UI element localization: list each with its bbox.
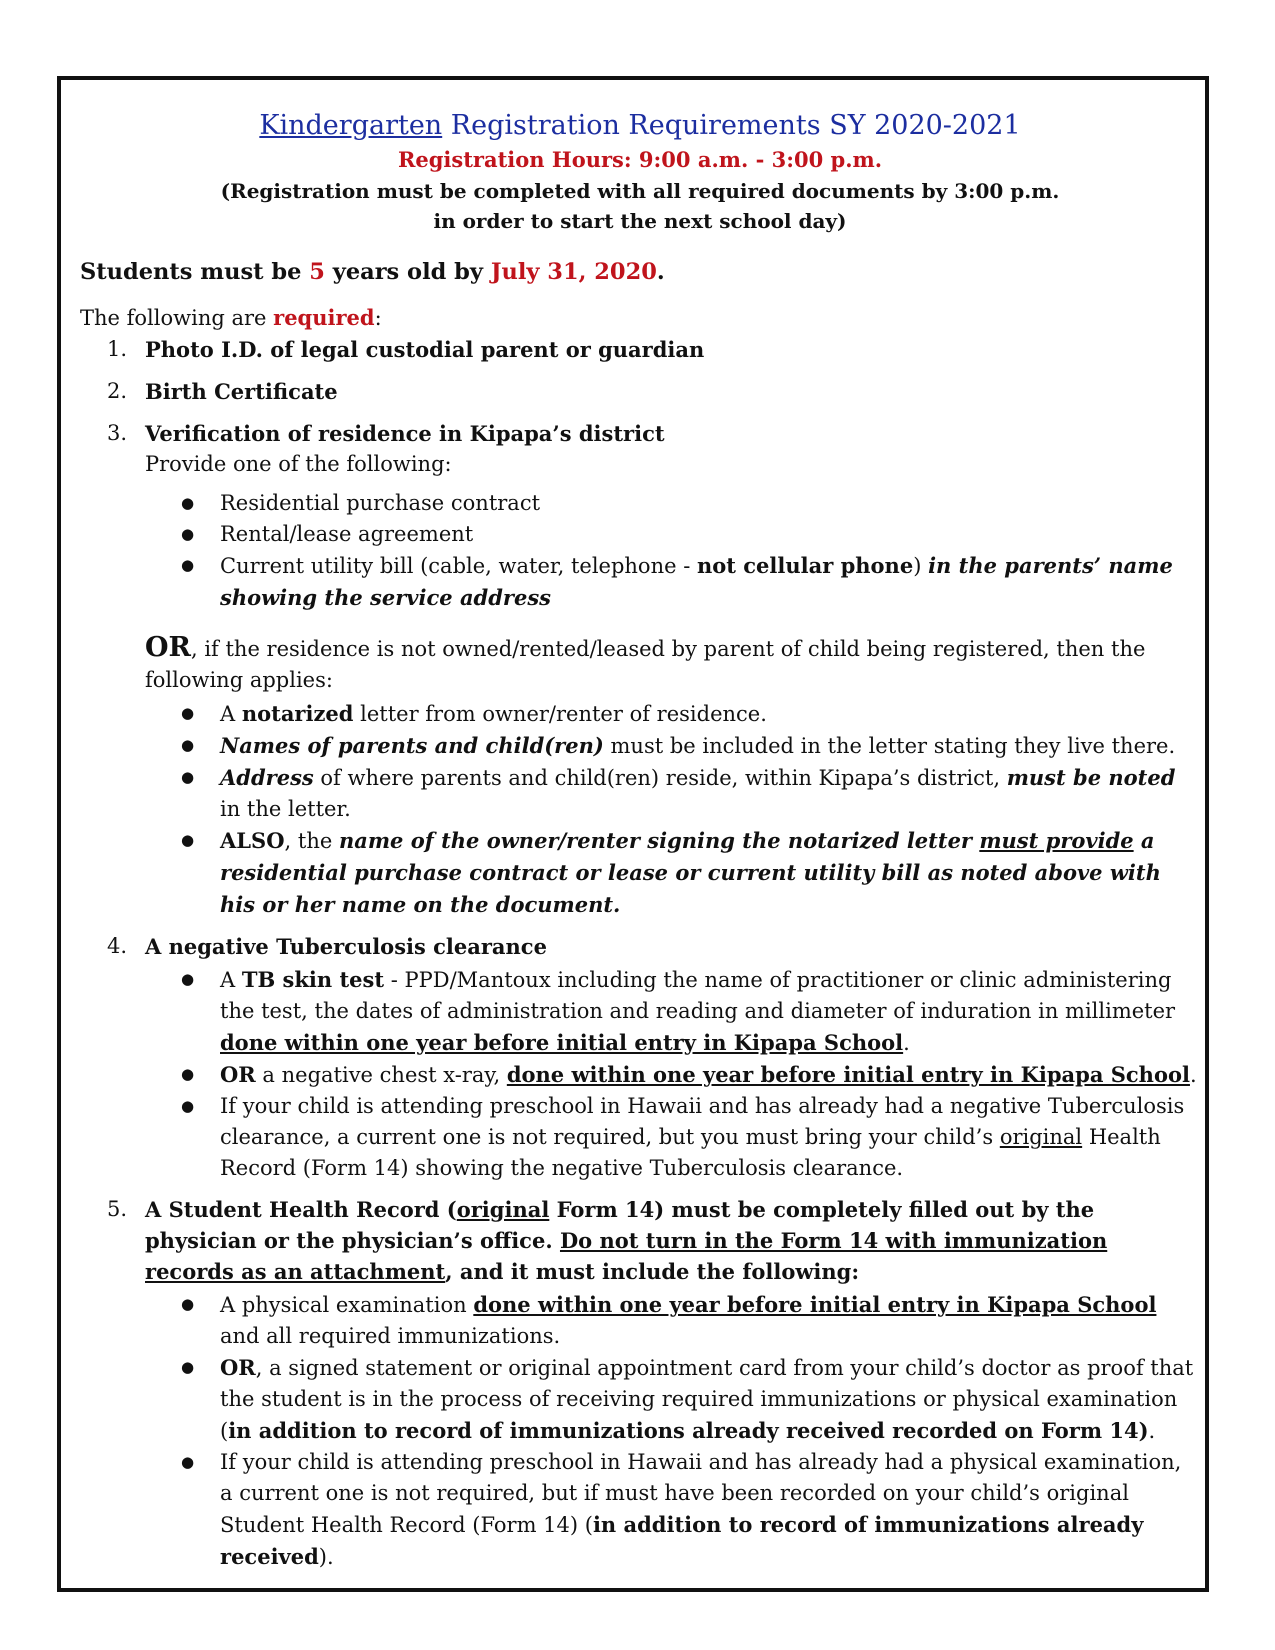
age-years: 5 (309, 259, 325, 285)
requirement-item-4: 4. A negative Tuberculosis clearance ● A TB skin test - PPD/Mantoux including the name of practitioner or clinic administering the test, the dates of administration and reading and diameter of induration in millimeter done within one year before initial entry in Kipapa School. ● OR a negative chest x-ray, done within one year before initial entry in Kipapa School. ● If your child is attending preschool in Hawaii and has already had a negative Tuberculosis clearance, a current one is not required, but you must bring your child’s original Health Record (Form 14) showing the negative Tuberculosis clearance. (80, 931, 1200, 1184)
tb-requirements (145, 964, 1200, 1184)
title-rest: Registration Requirements SY 2020-2021 (442, 110, 1021, 141)
age-cutoff-date: July 31, 2020 (490, 259, 657, 285)
list-item: ● If your child is attending preschool in Hawaii and has already had a negative Tuberculosis clearance, a current one is not required, but you must bring your child’s original Health Record (Form 14) showing the negative Tuberculosis clearance. (145, 1091, 1200, 1184)
list-item: ● Residential purchase contract (145, 488, 1200, 519)
alternative-residence: OR, if the residence is not owned/rented/leased by parent of child being registered, then the following applies: (145, 632, 1146, 692)
tb-title: A negative Tuberculosis clearance (145, 934, 547, 959)
requirements-list (80, 334, 1200, 1573)
list-item: ● OR a negative chest x-ray, done within one year before initial entry in Kipapa School. (145, 1059, 1200, 1091)
list-item: ● Rental/lease agreement (145, 519, 1200, 550)
residence-title: Verification of residence in Kipapa’s district (145, 421, 665, 446)
requirements-intro: The following are required: (80, 305, 382, 330)
deadline-note-line1: (Registration must be completed with all required documents by 3:00 p.m. (220, 179, 1060, 203)
health-record-requirements (145, 1289, 1200, 1573)
requirement-item-1: 1. Photo I.D. of legal custodial parent or guardian (107, 337, 705, 362)
deadline-note-line2: in order to start the next school day) (433, 209, 847, 233)
health-record-title: A Student Health Record (original Form 14) must be completely filled out by the physician or the physician’s office. Do not turn in the Form 14 with immunization records as an attachment, and it must include the following: (145, 1197, 1108, 1284)
title-underlined: Kindergarten (259, 110, 443, 141)
list-item: ● A notarized letter from owner/renter of residence. (145, 698, 1200, 730)
list-item: ● A TB skin test - PPD/Mantoux including the name of practitioner or clinic administering the test, the dates of administration and reading and diameter of induration in millimeter done within one year before initial entry in Kipapa School. (145, 964, 1200, 1059)
requirement-item-3: 3. Verification of residence in Kipapa’s district Provide one of the following: ● Residential purchase contract ● Rental/lease agreement ● Current utility bill (cable, water, telephone - not cellular phone) in the parents’ name showing the service address OR, if the residence is not owned/rented/leased by parent of child being registered, then the following applies: ● A notarized letter from owner/renter of residence. ● Names of parents and child(ren) must be included in the letter stating they live there. ● Address of where parents and child(ren) reside, within Kipapa’s district, must be noted in the letter. ● ALSO, the name of the owner/renter signing the notarized letter must provide a residential purchase contract or lease or current utility bill as noted above with his or her name on the document. (80, 418, 1200, 921)
page-title (80, 108, 1200, 144)
registration-hours: Registration Hours: 9:00 a.m. - 3:00 p.m. (397, 147, 883, 172)
list-item: ● If your child is attending preschool in Hawaii and has already had a physical examination, a current one is not required, but if must have been recorded on your child’s original Student Health Record (Form 14) (in addition to record of immunizations already received). (145, 1447, 1200, 1573)
list-item: ● ALSO, the name of the owner/renter signing the notarized letter must provide a residential purchase contract or lease or current utility bill as noted above with his or her name on the document. (145, 825, 1200, 921)
residence-subtitle: Provide one of the following: (145, 452, 452, 476)
list-item: ● OR, a signed statement or original appointment card from your child’s doctor as proof that the student is in the process of receiving required immunizations or physical examination (in addition to record of immunizations already received recorded on Form 14). (145, 1352, 1200, 1447)
list-item: ● A physical examination done within one year before initial entry in Kipapa School and all required immunizations. (145, 1289, 1200, 1352)
age-requirement: Students must be 5 years old by July 31, 2020. (80, 259, 665, 285)
list-item: ● Address of where parents and child(ren) reside, within Kipapa’s district, must be noted in the letter. (145, 762, 1200, 825)
document-body (80, 108, 1200, 1573)
residence-documents (145, 488, 1200, 614)
requirement-item-5: 5. A Student Health Record (original Form 14) must be completely filled out by the physician or the physician’s office. Do not turn in the Form 14 with immunization records as an attachment, and it must include the following: ● A physical examination done within one year before initial entry in Kipapa School and all required immunizations. ● OR, a signed statement or original appointment card from your child’s doctor as proof that the student is in the process of receiving required immunizations or physical examination (in addition to record of immunizations already received recorded on Form 14). ● If your child is attending preschool in Hawaii and has already had a physical examination, a current one is not required, but if must have been recorded on your child’s original Student Health Record (Form 14) (in addition to record of immunizations already received). (80, 1194, 1200, 1573)
requirement-item-2: 2. Birth Certificate (107, 379, 338, 404)
list-item: ● Names of parents and child(ren) must be included in the letter stating they live there. (145, 730, 1200, 762)
alternative-requirements (145, 698, 1200, 921)
list-item: ● Current utility bill (cable, water, telephone - not cellular phone) in the parents’ name showing the service address (145, 550, 1200, 614)
required-word: required (273, 305, 375, 330)
